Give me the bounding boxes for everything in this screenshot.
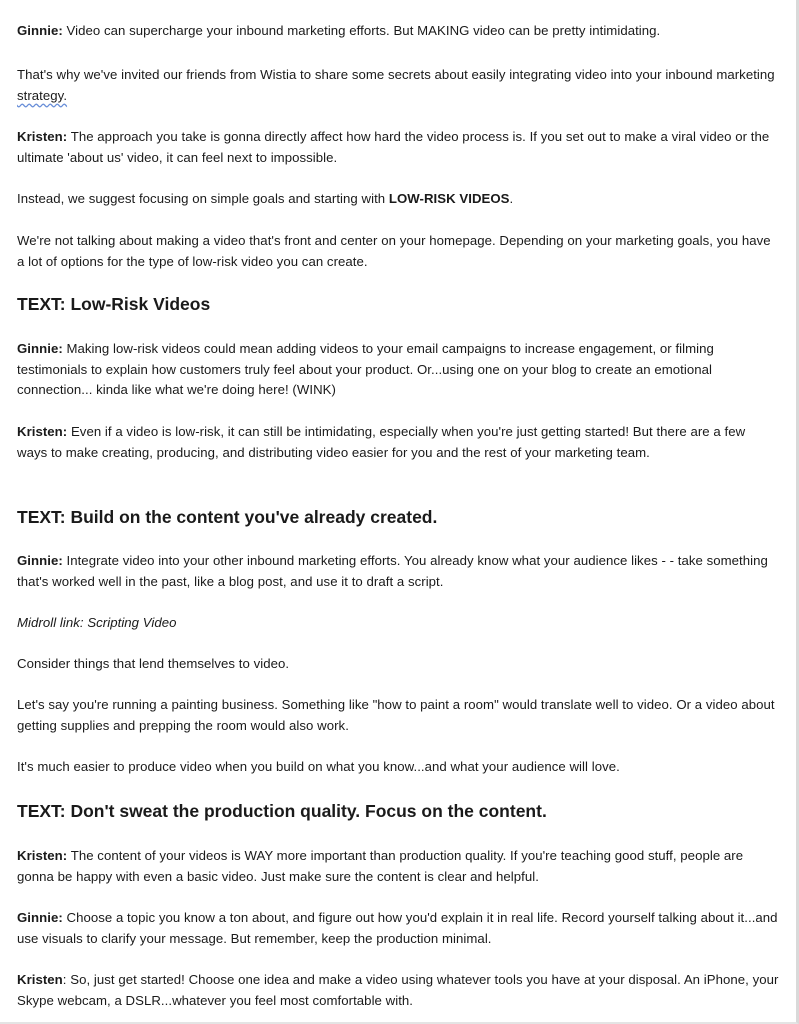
- speaker-label: Ginnie:: [17, 910, 63, 925]
- paragraph-text: The approach you take is gonna directly affect how hard the video process is. If you set out to make a viral video or the ultimate 'about us' video, it can feel next to impossible.: [17, 129, 770, 165]
- paragraph-approach: [17, 127, 779, 168]
- paragraph-midroll-link: [17, 613, 779, 634]
- paragraph-integrate: [17, 551, 779, 592]
- speaker-label: Kristen:: [17, 848, 68, 863]
- paragraph-low-risk-examples: [17, 339, 779, 401]
- paragraph-intimidating: [17, 422, 779, 463]
- paragraph-text: It's much easier to produce video when you build on what you know...and what your audience will love.: [17, 759, 620, 774]
- speaker-label: Kristen:: [17, 424, 68, 439]
- paragraph-text: That's why we've invited our friends from Wistia to share some secrets about easily integrating video into your inbound marketing: [17, 67, 775, 82]
- paragraph-text-end: .: [509, 191, 514, 206]
- paragraph-text: Even if a video is low-risk, it can still be intimidating, especially when you're just getting started! But there are a few ways to make creating, producing, and distributing video easier for you and the rest of your marketing team.: [17, 424, 746, 460]
- paragraph-text: Let's say you're running a painting business. Something like "how to paint a room" would translate well to video. Or a video about getting supplies and prepping the room would also work.: [17, 697, 775, 733]
- paragraph-text: Making low-risk videos could mean adding videos to your email campaigns to increase engagement, or filming testimonials to explain how customers truly feel about your product. Or...using one on your blog to create an emotional connection... kinda like what we're doing here! (WINK): [17, 341, 714, 397]
- paragraph-text: Integrate video into your other inbound marketing efforts. You already know what your audience likes - - take something that's worked well in the past, like a blog post, and use it to draft a script.: [17, 553, 768, 589]
- paragraph-painting: [17, 695, 779, 736]
- paragraph-text: Consider things that lend themselves to video.: [17, 656, 290, 671]
- speaker-label: Kristen: [17, 972, 63, 987]
- section-heading-build-content: TEXT: Build on the content you've already created.: [17, 507, 438, 527]
- paragraph-get-started: [17, 970, 779, 1011]
- paragraph-low-risk-intro: [17, 189, 779, 210]
- speaker-label: Ginnie:: [17, 23, 63, 38]
- paragraph-text: : So, just get started! Choose one idea and make a video using whatever tools you have at your disposal. An iPhone, your Skype webcam, a DSLR...whatever you feel most comfortable with.: [17, 972, 779, 1008]
- paragraph-text: Instead, we suggest focusing on simple goals and starting with: [17, 191, 389, 206]
- paragraph-content-important: [17, 846, 779, 887]
- paragraph-text: Choose a topic you know a ton about, and figure out how you'd explain it in real life. Record yourself talking about it...and use visuals to clarify your message. But remember, keep the production minimal.: [17, 910, 778, 946]
- paragraph-choose-topic: [17, 908, 779, 949]
- speaker-label: Ginnie:: [17, 553, 63, 568]
- spellcheck-underlined-word: strategy.: [17, 87, 68, 103]
- paragraph-text: Midroll link: Scripting Video: [17, 615, 177, 630]
- section-heading-low-risk: TEXT: Low-Risk Videos: [17, 294, 211, 314]
- paragraph-intro: [17, 21, 779, 42]
- paragraph-easier: [17, 757, 779, 778]
- paragraph-wistia: [17, 65, 779, 106]
- paragraph-text: We're not talking about making a video that's front and center on your homepage. Depending on your marketing goals, you have a lot of options for the type of low-risk video you can create.: [17, 233, 771, 269]
- paragraph-text: The content of your videos is WAY more important than production quality. If you're teaching good stuff, people are gonna be happy with even a basic video. Just make sure the content is clear and helpful.: [17, 848, 744, 884]
- speaker-label: Kristen:: [17, 129, 68, 144]
- bold-phrase: LOW-RISK VIDEOS: [388, 191, 510, 206]
- paragraph-text: Video can supercharge your inbound marketing efforts. But MAKING video can be pretty intimidating.: [62, 23, 661, 38]
- paragraph-homepage: [17, 231, 779, 272]
- speaker-label: Ginnie:: [17, 341, 63, 356]
- section-heading-production-quality: TEXT: Don't sweat the production quality. Focus on the content.: [17, 801, 547, 821]
- paragraph-consider: [17, 654, 779, 675]
